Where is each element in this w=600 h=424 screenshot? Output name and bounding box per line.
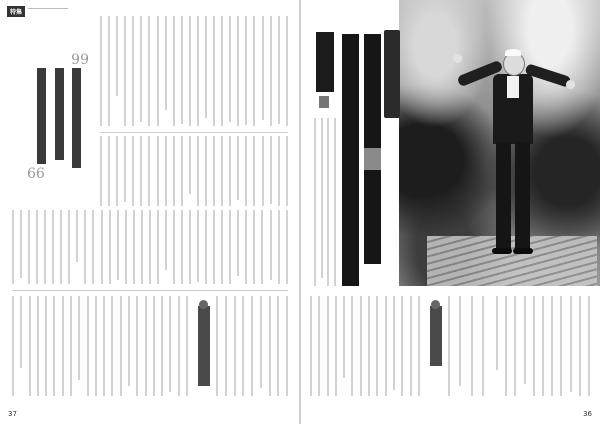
author-name [316, 32, 334, 92]
body-text-block-5 [216, 296, 288, 396]
portrait-photo [399, 0, 600, 286]
subheading-bullet [431, 300, 440, 309]
pull-quote [27, 52, 89, 182]
article-title [340, 30, 402, 290]
title-highlight [364, 148, 381, 170]
photo-shoe-left [492, 248, 512, 254]
photo-shirt [507, 76, 519, 98]
column-rule [100, 132, 288, 133]
title-line-2 [342, 34, 359, 286]
lead-paragraph [314, 118, 336, 286]
quote-close-mark: 66 [27, 166, 45, 182]
photo-leg-left [496, 142, 511, 252]
author-role [319, 96, 329, 108]
subheading-badge [430, 306, 442, 366]
column-rule [12, 290, 288, 291]
pull-quote-lines [37, 68, 81, 168]
body-text-block-1 [100, 16, 288, 126]
quote-open-mark: 99 [71, 52, 89, 68]
body-text-block-7 [448, 296, 484, 396]
body-text-block-3 [100, 136, 288, 206]
body-text-block-4 [12, 296, 188, 396]
subheading-bullet [199, 300, 208, 309]
feature-subject-line [28, 8, 68, 9]
page-number-right: 36 [583, 410, 592, 418]
page-gutter [299, 0, 301, 424]
photo-shoe-right [513, 248, 533, 254]
intro-text-block [496, 296, 590, 396]
body-text-block-6 [310, 296, 420, 396]
photo-hand-left [453, 54, 462, 63]
page-number-left: 37 [8, 410, 17, 418]
photo-leg-right [515, 142, 530, 252]
photo-subject [455, 40, 573, 258]
photo-hair [505, 49, 521, 56]
subheading-badge [198, 306, 210, 386]
feature-tag: 特集 [7, 6, 25, 17]
body-text-block-2 [12, 210, 288, 284]
photo-hand-right [566, 80, 575, 89]
title-label-badge [384, 30, 400, 118]
